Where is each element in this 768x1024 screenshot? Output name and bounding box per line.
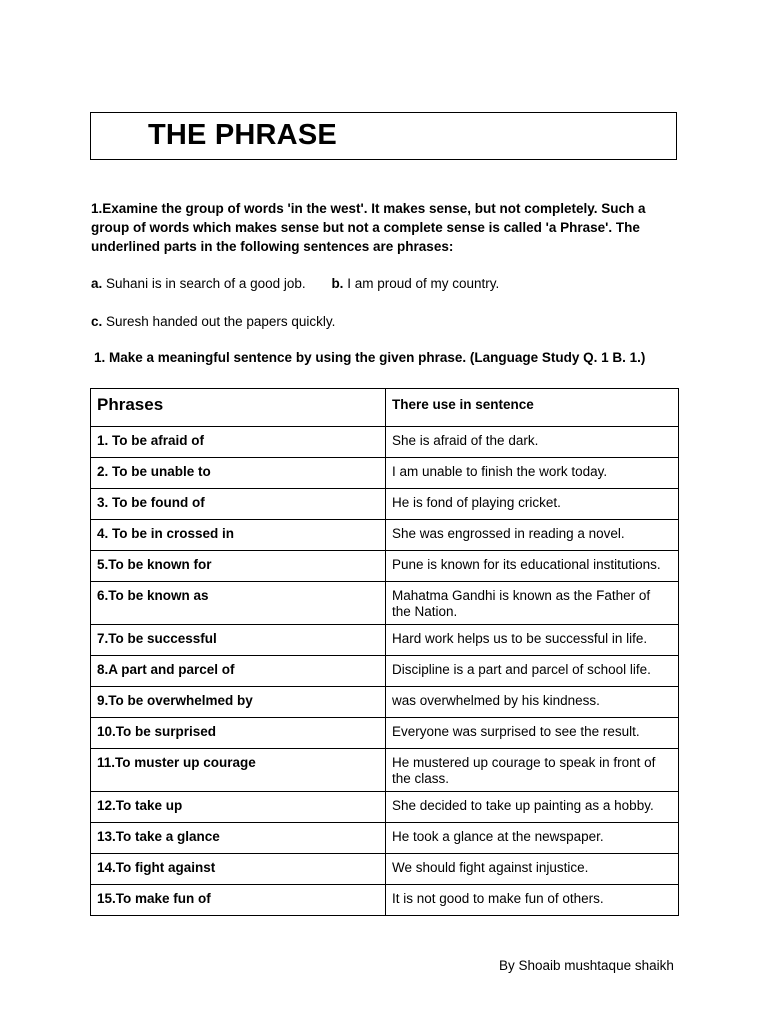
table-row [91, 427, 679, 458]
table-row [91, 854, 679, 885]
example-c-label: c. [91, 314, 103, 329]
table-row [91, 885, 679, 916]
example-a-text: Suhani is in search of a good job. [106, 276, 306, 291]
sentence-cell: He mustered up courage to speak in front of the class. [386, 749, 679, 792]
sentence-cell: Everyone was surprised to see the result. [386, 718, 679, 749]
table-header-row [91, 389, 679, 427]
sentence-cell: She is afraid of the dark. [386, 427, 679, 458]
example-b-label: b. [331, 276, 344, 291]
phrase-cell: 9.To be overwhelmed by [91, 687, 386, 718]
sentence-cell: She was engrossed in reading a novel. [386, 520, 679, 551]
table-row [91, 625, 679, 656]
sentence-cell: Mahatma Gandhi is known as the Father of the Nation. [386, 582, 679, 625]
phrase-cell: 12.To take up [91, 792, 386, 823]
phrase-cell: 15.To make fun of [91, 885, 386, 916]
page-title: THE PHRASE [148, 119, 337, 151]
phrase-cell: 4. To be in crossed in [91, 520, 386, 551]
phrase-cell: 1. To be afraid of [91, 427, 386, 458]
table-row [91, 823, 679, 854]
phrase-cell: 3. To be found of [91, 489, 386, 520]
phrase-cell: 6.To be known as [91, 582, 386, 625]
sentence-cell: It is not good to make fun of others. [386, 885, 679, 916]
example-line-ab [91, 275, 499, 293]
table-row [91, 458, 679, 489]
instruction: 1. Make a meaningful sentence by using the given phrase. (Language Study Q. 1 B. 1.) [94, 350, 646, 365]
sentence-cell: Pune is known for its educational institutions. [386, 551, 679, 582]
phrase-cell: 13.To take a glance [91, 823, 386, 854]
header-phrases: Phrases [91, 389, 386, 427]
intro-paragraph: 1.Examine the group of words 'in the west'. It makes sense, but not completely. Such a group of words which makes sense but not a complete sense is called 'a Phrase'. The underlined parts in the following sentences are phrases: [91, 201, 646, 254]
phrase-cell: 5.To be known for [91, 551, 386, 582]
phrase-cell: 8.A part and parcel of [91, 656, 386, 687]
table-row [91, 551, 679, 582]
sentence-cell: Hard work helps us to be successful in life. [386, 625, 679, 656]
sentence-cell: Discipline is a part and parcel of school life. [386, 656, 679, 687]
table-row [91, 792, 679, 823]
sentence-cell: He took a glance at the newspaper. [386, 823, 679, 854]
phrase-cell: 2. To be unable to [91, 458, 386, 489]
sentence-cell: I am unable to finish the work today. [386, 458, 679, 489]
example-a-label: a. [91, 276, 103, 291]
table-row [91, 749, 679, 792]
example-c-text: Suresh handed out the papers quickly. [106, 314, 336, 329]
author-credit: By Shoaib mushtaque shaikh [499, 958, 674, 973]
sentence-cell: We should fight against injustice. [386, 854, 679, 885]
phrase-cell: 11.To muster up courage [91, 749, 386, 792]
table-row [91, 687, 679, 718]
sentence-cell: He is fond of playing cricket. [386, 489, 679, 520]
example-b-text: I am proud of my country. [347, 276, 500, 291]
sentence-cell: She decided to take up painting as a hobby. [386, 792, 679, 823]
phrase-cell: 10.To be surprised [91, 718, 386, 749]
table-row [91, 656, 679, 687]
table-row [91, 582, 679, 625]
phrase-cell: 14.To fight against [91, 854, 386, 885]
table-row [91, 489, 679, 520]
table-row [91, 718, 679, 749]
table-row [91, 520, 679, 551]
phrases-table [90, 388, 679, 916]
phrase-cell: 7.To be successful [91, 625, 386, 656]
sentence-cell: was overwhelmed by his kindness. [386, 687, 679, 718]
header-usage: There use in sentence [386, 389, 679, 427]
title-box [90, 112, 677, 160]
example-line-c [91, 313, 335, 331]
